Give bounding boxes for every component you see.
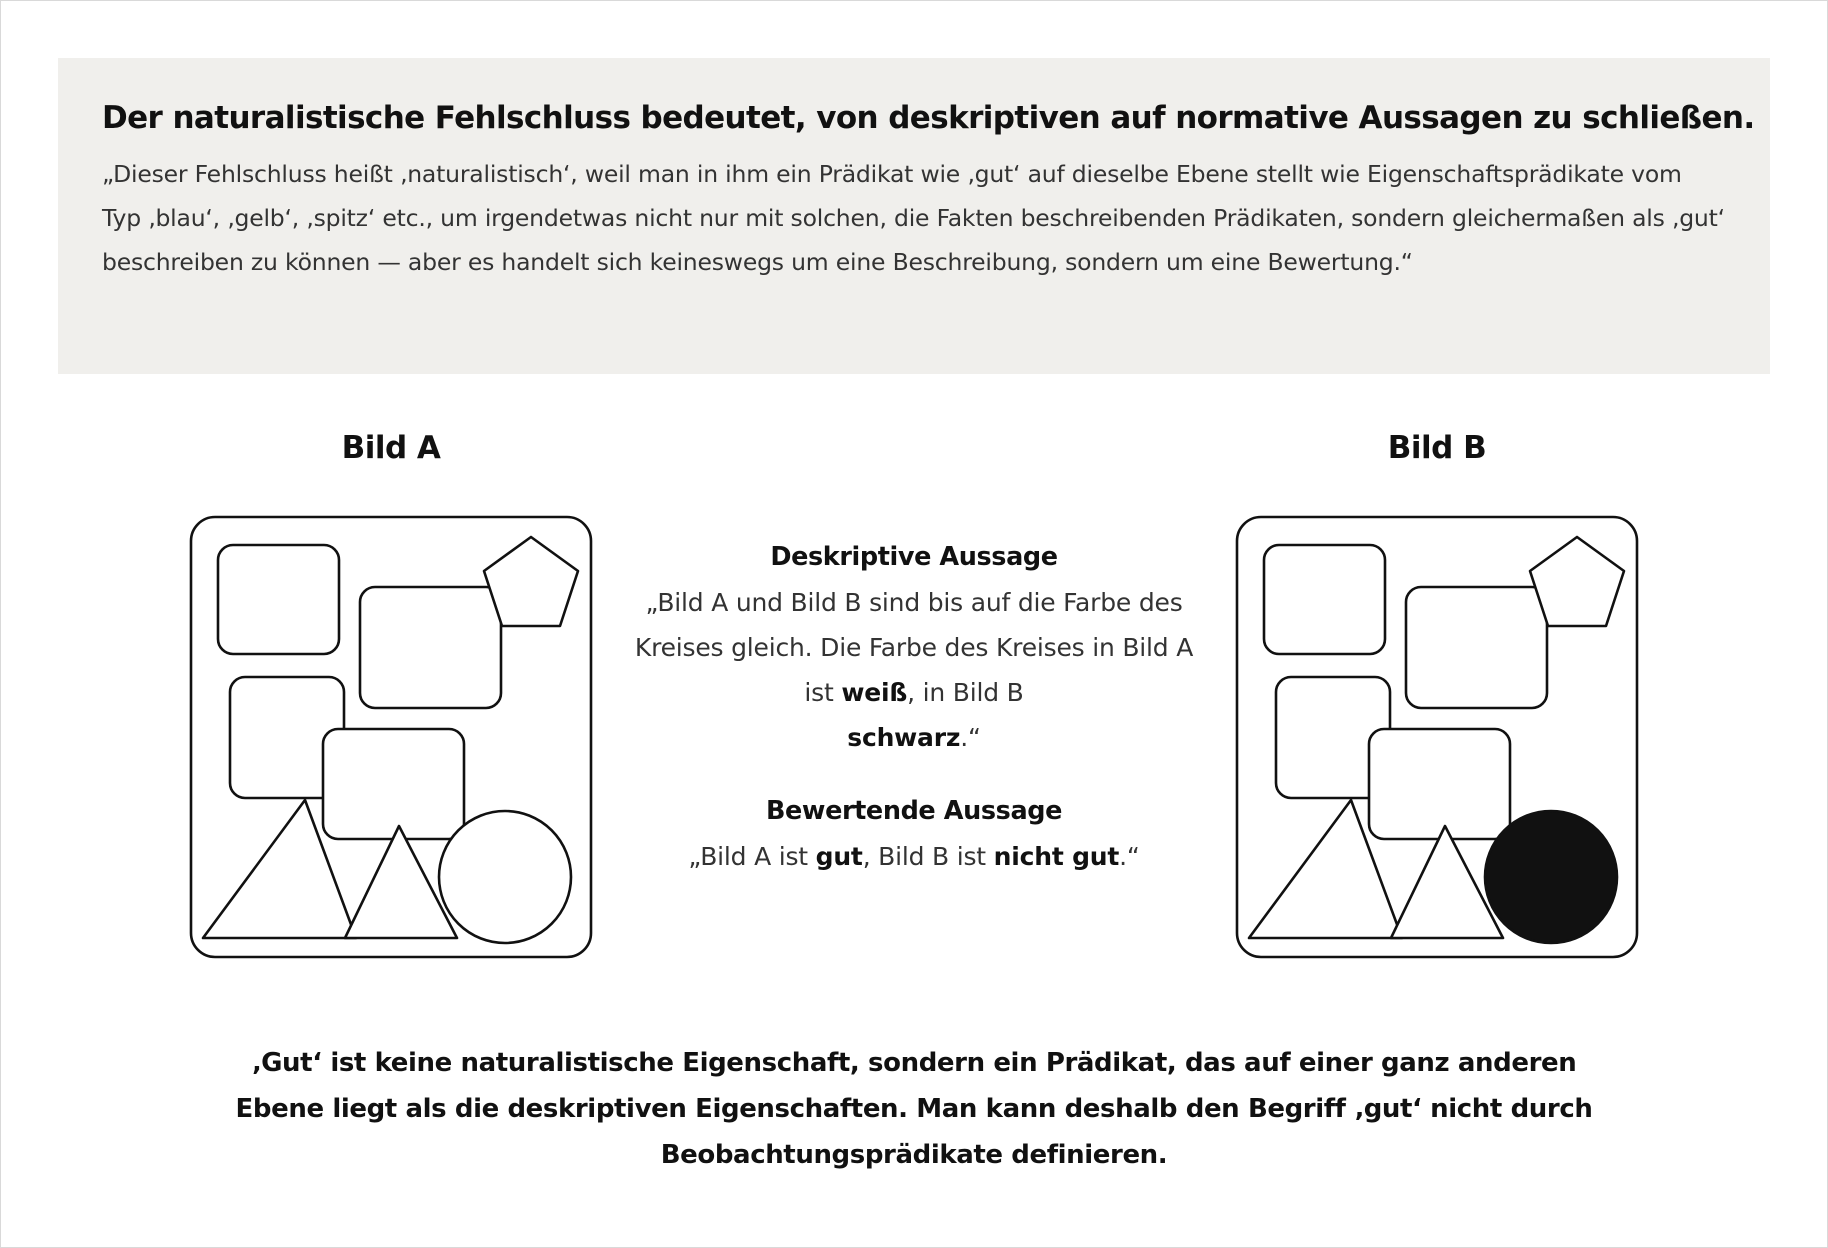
conclusion-text: ‚Gut‘ ist keine naturalistische Eigenschaft, sondern ein Prädikat, das auf einer ganz anderen Ebene liegt als die deskriptiven Eigenschaften. Man kann deshalb den Begriff ‚gut‘ nicht durch Beobachtungsprädikate definieren. — [235, 1048, 1593, 1170]
descriptive-text-3: .“ — [960, 723, 981, 752]
evaluative-bold-2: nicht gut — [993, 842, 1120, 871]
bild-b-picture — [1235, 515, 1639, 959]
descriptive-text-2: , in Bild B — [907, 678, 1024, 707]
evaluative-heading: Bewertende Aussage — [765, 796, 1063, 826]
statements — [634, 534, 1194, 879]
evaluative-text-2: , Bild B ist — [862, 842, 994, 871]
descriptive-bold-1: weiß — [841, 678, 908, 707]
rounded-square-1 — [1264, 545, 1385, 654]
bild-a-picture — [189, 515, 593, 959]
evaluative-text-3: .“ — [1119, 842, 1140, 871]
evaluative-text-1: „Bild A ist — [688, 842, 816, 871]
bild-a-circle — [439, 811, 571, 943]
bild-a-label: Bild A — [341, 430, 441, 466]
bild-b-label: Bild B — [1387, 430, 1487, 466]
header-quote: „Dieser Fehlschluss heißt ‚naturalistisch‘, weil man in ihm ein Prädikat wie ‚gut‘ auf dieselbe Ebene stellt wie Eigenschaftsprädikate vom Typ ‚blau‘, ‚gelb‘, ‚spitz‘ etc., um irgendetwas nicht nur mit solchen, die Fakten beschreibenden Prädikaten, sondern gleichermaßen als ‚gut‘ beschreiben zu können — aber es handelt sich keineswegs um eine Beschreibung, sondern um eine Bewertung.“ — [102, 160, 1725, 276]
rounded-square-4 — [323, 729, 464, 839]
page-title: Der naturalistische Fehlschluss bedeutet, von deskriptiven auf normative Aussagen zu schließen. — [102, 100, 1755, 136]
evaluative-statement — [634, 834, 1194, 879]
descriptive-text-1: „Bild A und Bild B sind bis auf die Farbe des Kreises gleich. Die Farbe des Kreises in Bild A ist — [634, 588, 1194, 707]
rounded-square-4 — [1369, 729, 1510, 839]
descriptive-heading: Deskriptive Aussage — [770, 542, 1058, 572]
header-box — [58, 58, 1770, 374]
rounded-square-2 — [360, 587, 501, 708]
rounded-square-1 — [218, 545, 339, 654]
descriptive-statement — [634, 580, 1194, 760]
bild-b-circle — [1485, 811, 1617, 943]
descriptive-bold-2: schwarz — [847, 723, 961, 752]
rounded-square-2 — [1406, 587, 1547, 708]
evaluative-bold-1: gut — [815, 842, 863, 871]
